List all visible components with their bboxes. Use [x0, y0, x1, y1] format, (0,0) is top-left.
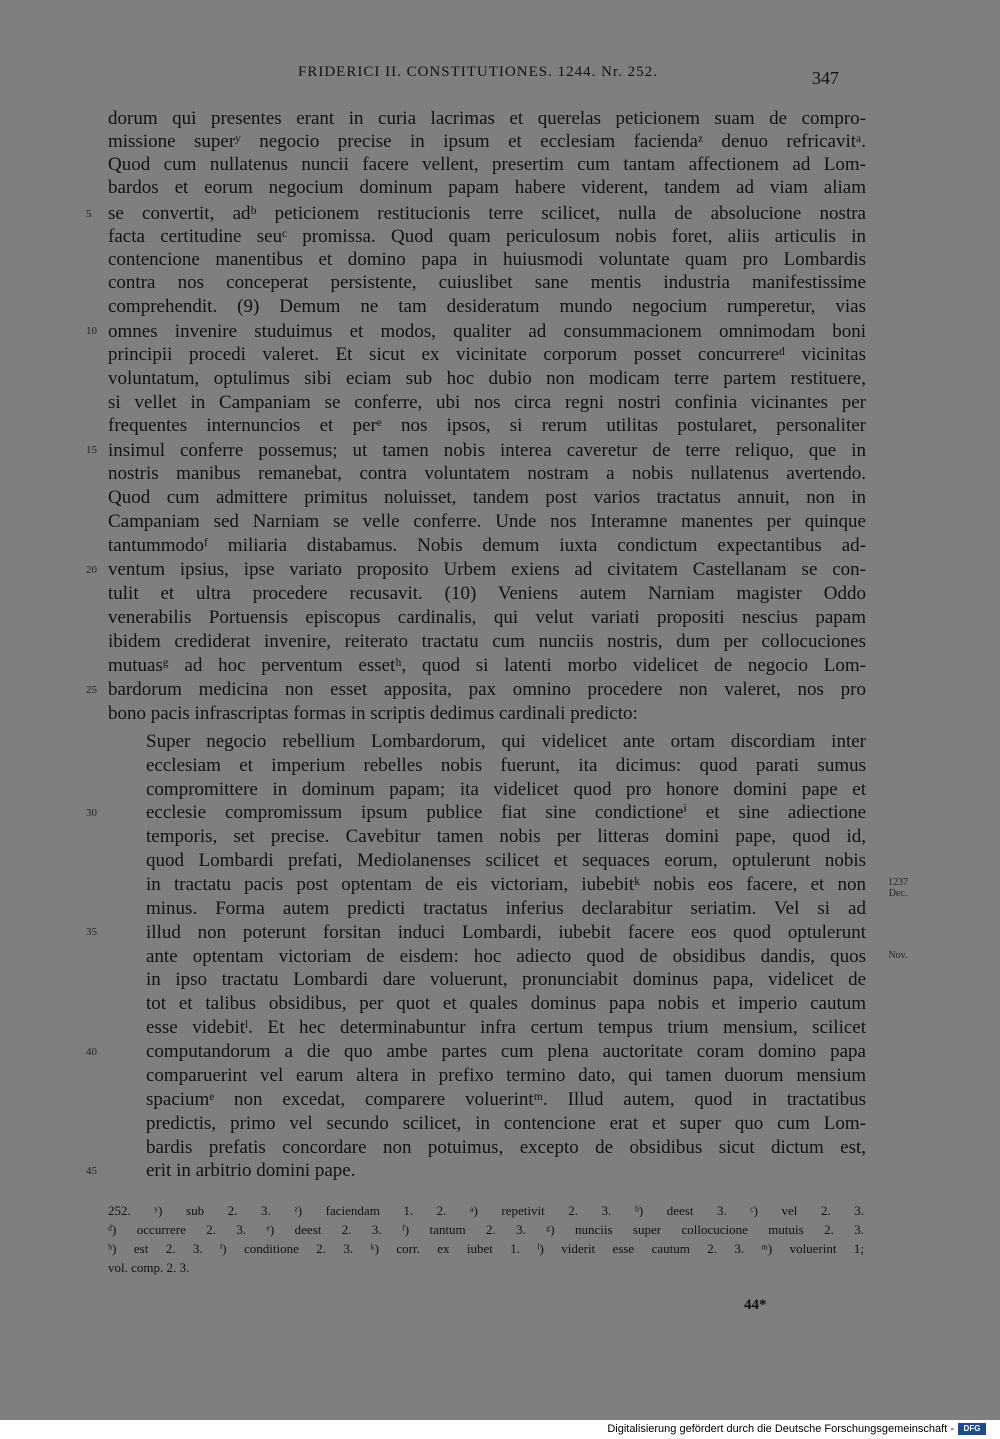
main-text-line: ventum ipsius, ipse variato proposito Urbem exiens ad civitatem Castellanam se con- — [108, 559, 866, 580]
line-number: 20 — [86, 564, 97, 576]
margin-date-month: Dec. — [888, 888, 908, 899]
line-number: 10 — [86, 325, 97, 337]
dfg-credit-text: Digitalisierung gefördert durch die Deutsche Forschungsgemeinschaft - — [607, 1423, 954, 1435]
quote-text-line: comparuerint vel earum altera in prefixo termino dato, qui tamen duorum mensium — [146, 1065, 866, 1086]
footnote-line: 252. ʸ) sub 2. 3. ᶻ) faciendam 1. 2. ᵃ) repetivit 2. 3. ᵇ) deest 3. ᶜ) vel 2. 3. — [108, 1203, 864, 1218]
line-number: 30 — [86, 807, 97, 819]
quote-text-line: compromittere in dominum papam; ita videlicet quod pro honore domini pape et — [146, 779, 866, 800]
main-text-line: venerabilis Portuensis episcopus cardinalis, qui velut variati propositi nescius papam — [108, 607, 866, 628]
running-title: FRIDERICI II. CONSTITUTIONES. 1244. Nr. 252. — [298, 64, 658, 80]
quote-text-line: bardis prefatis concordare non potuimus, excepto de obsidibus sicut dictum est, — [146, 1137, 866, 1158]
dfg-credit-bar — [607, 1423, 986, 1435]
margin-date-month: Nov. — [888, 950, 908, 961]
dfg-logo-icon: DFG — [958, 1423, 986, 1435]
quote-text-line: computandorum a die quo ambe partes cum plena auctoritate coram domino papa — [146, 1041, 866, 1062]
quote-text-line: ecclesie compromissum ipsum publice fiat sine condictioneⁱ et sine adiectione — [146, 802, 866, 823]
main-text-line: tantummodoᶠ miliaria distabamus. Nobis demum iuxta condictum expectantibus ad- — [108, 535, 866, 556]
quote-text-line: illud non poterunt forsitan induci Lombardi, iubebit facere eos quod optulerunt — [146, 922, 866, 943]
quote-text-line: erit in arbitrio domini pape. — [146, 1160, 356, 1181]
main-text-line: missione superʸ negocio precise in ipsum et ecclesiam faciendaᶻ denuo refricavitᵃ. — [108, 131, 866, 152]
footnote-line: ʰ) est 2. 3. ⁱ) conditione 2. 3. ᵏ) corr. ex iubet 1. ˡ) viderit esse cautum 2. 3. ᵐ) voluerint 1; — [108, 1241, 864, 1256]
main-text-line: mutuasᵍ ad hoc perventum essetʰ, quod si latenti morbo videlicet de negocio Lom- — [108, 655, 866, 676]
quote-text-line: quod Lombardi prefati, Mediolanenses scilicet et sequaces eorum, optulerunt nobis — [146, 850, 866, 871]
quote-text-line: ante optentam victoriam de eisdem: hoc adiecto quod de obsidibus dandis, quos — [146, 946, 866, 967]
main-text-line: ibidem crediderat invenire, reiterato tractatu cum nunciis nostris, dum per collocuciones — [108, 631, 866, 652]
main-text-line: Quod cum admittere primitus noluisset, tandem post varios tractatus annuit, non in — [108, 487, 866, 508]
quote-text-line: tot et talibus obsidibus, per quot et quales dominus papa nobis et imperio cautum — [146, 993, 866, 1014]
main-text-line: voluntatum, optulimus sibi eciam sub hoc dubio non modicam terre partem restituere, — [108, 368, 866, 389]
main-text-line: facta certitudine seuᶜ promissa. Quod quam periculosum nobis foret, aliis articulis in — [108, 226, 866, 247]
main-text-line: nostris manibus remanebat, contra voluntatem nostram a nobis nullatenus avertendo. — [108, 463, 866, 484]
margin-date-year: 1237 — [888, 877, 908, 888]
line-number: 15 — [86, 444, 97, 456]
footnote-line: ᵈ) occurrere 2. 3. ᵉ) deest 2. 3. ᶠ) tantum 2. 3. ᵍ) nunciis super collocucione mutuis 2. 3. — [108, 1222, 864, 1237]
quote-text-line: ecclesiam et imperium rebelles nobis fuerunt, ita dicimus: quod parati sumus — [146, 755, 866, 776]
line-number: 35 — [86, 926, 97, 938]
quote-text-line: spaciumᵉ non excedat, comparere voluerintᵐ. Illud autem, quod in tractatibus — [146, 1089, 866, 1110]
line-number: 25 — [86, 684, 97, 696]
main-text-line: frequentes internuncios et perᵉ nos ipsos, si rerum utilitas postularet, personaliter — [108, 415, 866, 436]
main-text-line: Campaniam sed Narniam se velle conferre. Unde nos Interamne manentes per quinque — [108, 511, 866, 532]
main-text-line: contra nos conceperat persistente, cuiuslibet sane mentis industria manifestissime — [108, 272, 866, 293]
main-text-line: omnes invenire studuimus et modos, qualiter ad consummacionem omnimodam boni — [108, 321, 866, 342]
quote-text-line: temporis, set precise. Cavebitur tamen nobis per litteras domini pape, quod id, — [146, 826, 866, 847]
line-number: 5 — [86, 208, 92, 220]
main-text-line: se convertit, adᵇ peticionem restitucionis terre scilicet, nulla de absolucione nostra — [108, 203, 866, 224]
quote-text-line: Super negocio rebellium Lombardorum, qui videlicet ante ortam discordiam inter — [146, 731, 866, 752]
footnote-line: vol. comp. 2. 3. — [108, 1260, 190, 1275]
main-text-line: si vellet in Campaniam se conferre, ubi nos circa regni nostri confinia vicinantes per — [108, 392, 866, 413]
quote-text-line: esse videbitˡ. Et hec determinabuntur infra certum tempus trium mensium, scilicet — [146, 1017, 866, 1038]
quote-text-line: minus. Forma autem predicti tractatus inferius declarabitur seriatim. Vel si ad — [146, 898, 866, 919]
main-text-line: comprehendit. (9) Demum ne tam desideratum mundo negocium rumperetur, vias — [108, 296, 866, 317]
line-number: 40 — [86, 1046, 97, 1058]
line-number: 45 — [86, 1165, 97, 1177]
main-text-line: contencione manentibus et domino papa in huiusmodi voluntate quam pro Lombardis — [108, 249, 866, 270]
quote-text-line: in ipso tractatu Lombardi dare voluerunt, pronunciabit dominus papa, videlicet de — [146, 969, 866, 990]
main-text-line: principii procedi valeret. Et sicut ex vicinitate corporum posset concurrereᵈ vicinitas — [108, 344, 866, 365]
quote-text-line: predictis, primo vel secundo scilicet, in contencione erat et super quo cum Lom- — [146, 1113, 866, 1134]
main-text-line: tulit et ultra procedere recusavit. (10) Veniens autem Narniam magister Oddo — [108, 583, 866, 604]
main-text-line: bardorum medicina non esset apposita, pax omnino procedere non valeret, nos pro — [108, 679, 866, 700]
main-text-line: bardos et eorum negocium dominum papam habere viderent, tandem ad viam aliam — [108, 177, 866, 198]
main-text-line: dorum qui presentes erant in curia lacrimas et querelas peticionem suam de compro- — [108, 108, 866, 129]
quote-text-line: in tractatu pacis post optentam de eis victoriam, iubebitᵏ nobis eos facere, et non — [146, 874, 866, 895]
page-number: 347 — [812, 68, 839, 88]
sheet-signature: 44* — [744, 1297, 767, 1313]
main-text-line: bono pacis infrascriptas formas in scriptis dedimus cardinali predicto: — [108, 703, 638, 724]
main-text-line: insimul conferre possemus; ut tamen nobis interea caveretur de terre reliquo, que in — [108, 440, 866, 461]
main-text-line: Quod cum nullatenus nuncii facere vellent, presertim cum tantam affectionem ad Lom- — [108, 154, 866, 175]
